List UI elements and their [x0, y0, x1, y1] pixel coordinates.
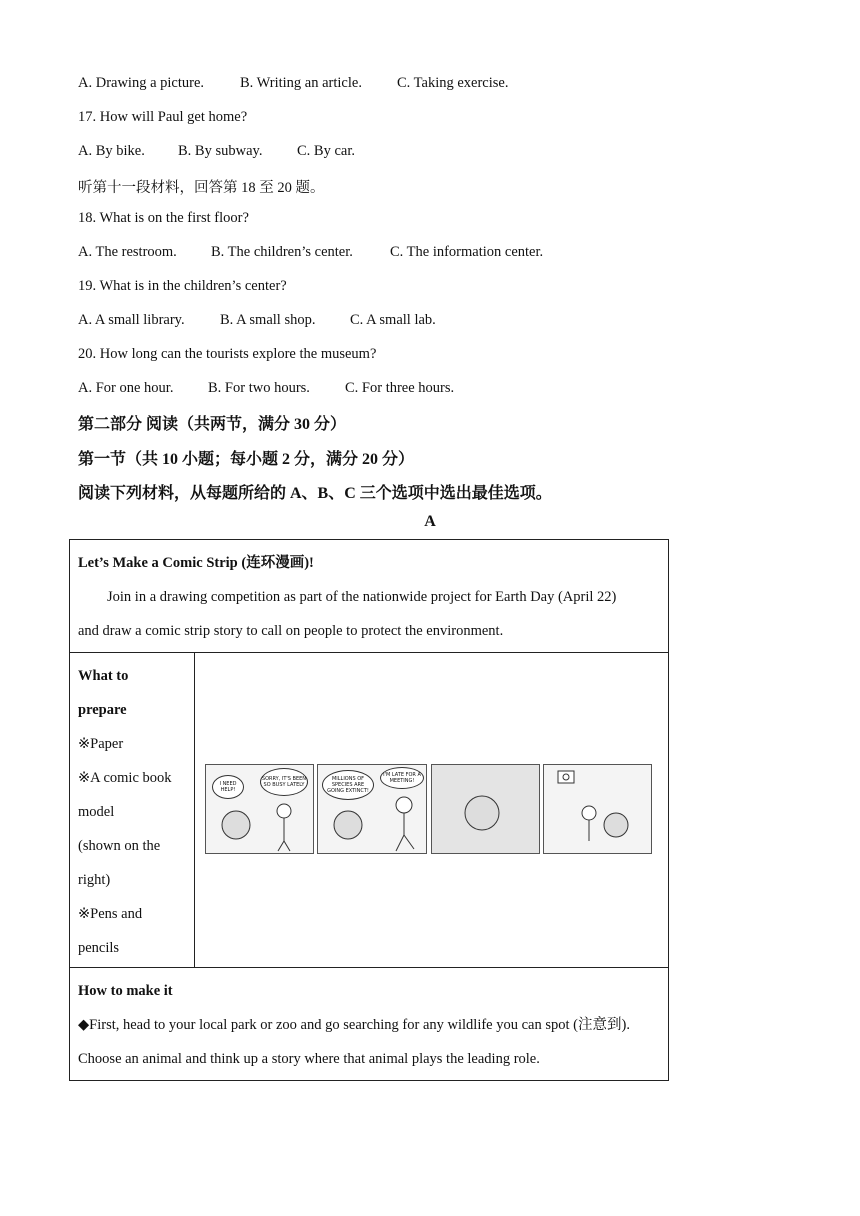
earth-drawing	[432, 765, 539, 853]
notice-header	[70, 540, 669, 653]
speech-bubble: I NEED HELP!	[212, 775, 244, 799]
question-20: 20. How long can the tourists explore the museum?	[78, 346, 377, 362]
prepare-cell	[70, 653, 195, 968]
earth-and-person-drawing	[206, 765, 313, 853]
speech-bubble: SORRY, IT'S BEEN SO BUSY LATELY	[260, 768, 308, 796]
prepare-item: (shown on the	[78, 838, 161, 854]
earth-and-person-drawing	[318, 765, 426, 853]
comic-panel-1	[205, 764, 314, 854]
notice-intro-1: Join in a drawing competition as part of the nationwide project for Earth Day (April 22)	[107, 589, 617, 605]
option: C. Taking exercise.	[397, 75, 509, 91]
option: B. A small shop.	[220, 312, 316, 328]
q17-options	[78, 143, 355, 160]
how-step-1: ◆First, head to your local park or zoo and go searching for any wildlife you can spot (注意到).	[78, 1017, 630, 1033]
option: C. A small lab.	[350, 312, 436, 328]
speech-bubble: I'M LATE FOR A MEETING!	[380, 767, 424, 789]
notice-intro-2: and draw a comic strip story to call on people to protect the environment.	[78, 623, 504, 639]
section-sub-heading: 第一节（共 10 小题；每小题 2 分，满分 20 分）	[78, 451, 415, 468]
comic-panel-2	[317, 764, 427, 854]
how-title: How to make it	[78, 983, 173, 999]
option: B. Writing an article.	[240, 75, 362, 91]
option: C. For three hours.	[345, 380, 455, 396]
comic-strip-image	[195, 653, 668, 967]
prepare-item: right)	[78, 872, 111, 888]
prepare-item: model	[78, 804, 115, 820]
question-19: 19. What is in the children’s center?	[78, 278, 287, 294]
option: A. By bike.	[78, 143, 145, 159]
section-instruction: 阅读下列材料，从每题所给的 A、B、C 三个选项中选出最佳选项。	[78, 485, 552, 502]
how-to-cell	[70, 968, 669, 1081]
notice-title: Let’s Make a Comic Strip (连环漫画)!	[78, 555, 314, 571]
option: C. By car.	[297, 143, 355, 159]
comic-panel-3	[431, 764, 540, 854]
prepare-title-2: prepare	[78, 702, 127, 718]
comic-cell	[195, 653, 669, 968]
earth-and-child-drawing	[544, 765, 651, 853]
option: B. The children’s center.	[211, 244, 353, 260]
listening-note: 听第十一段材料，回答第 18 至 20 题。	[78, 180, 325, 196]
how-step-2: Choose an animal and think up a story where that animal plays the leading role.	[78, 1051, 540, 1067]
option: C. The information center.	[390, 244, 544, 260]
option: B. By subway.	[178, 143, 263, 159]
question-17: 17. How will Paul get home?	[78, 109, 248, 125]
option: A. For one hour.	[78, 380, 174, 396]
prepare-item: pencils	[78, 940, 120, 956]
q19-options	[78, 312, 436, 329]
speech-bubble: MILLIONS OF SPECIES ARE GOING EXTINCT!	[322, 770, 374, 800]
comic-panel-4	[543, 764, 652, 854]
option: A. A small library.	[78, 312, 185, 328]
q16-options	[78, 75, 508, 92]
option: B. For two hours.	[208, 380, 310, 396]
section-part-heading: 第二部分 阅读（共两节，满分 30 分）	[78, 416, 347, 433]
prepare-item: ※Paper	[78, 736, 124, 752]
comic-strip-notice	[69, 539, 669, 1081]
option: A. Drawing a picture.	[78, 75, 205, 91]
passage-letter: A	[424, 513, 436, 530]
option: A. The restroom.	[78, 244, 177, 260]
prepare-title-1: What to	[78, 668, 129, 684]
q20-options	[78, 380, 454, 397]
q18-options	[78, 244, 543, 261]
prepare-item: ※Pens and	[78, 906, 143, 922]
question-18: 18. What is on the first floor?	[78, 210, 249, 226]
prepare-item: ※A comic book	[78, 770, 172, 786]
